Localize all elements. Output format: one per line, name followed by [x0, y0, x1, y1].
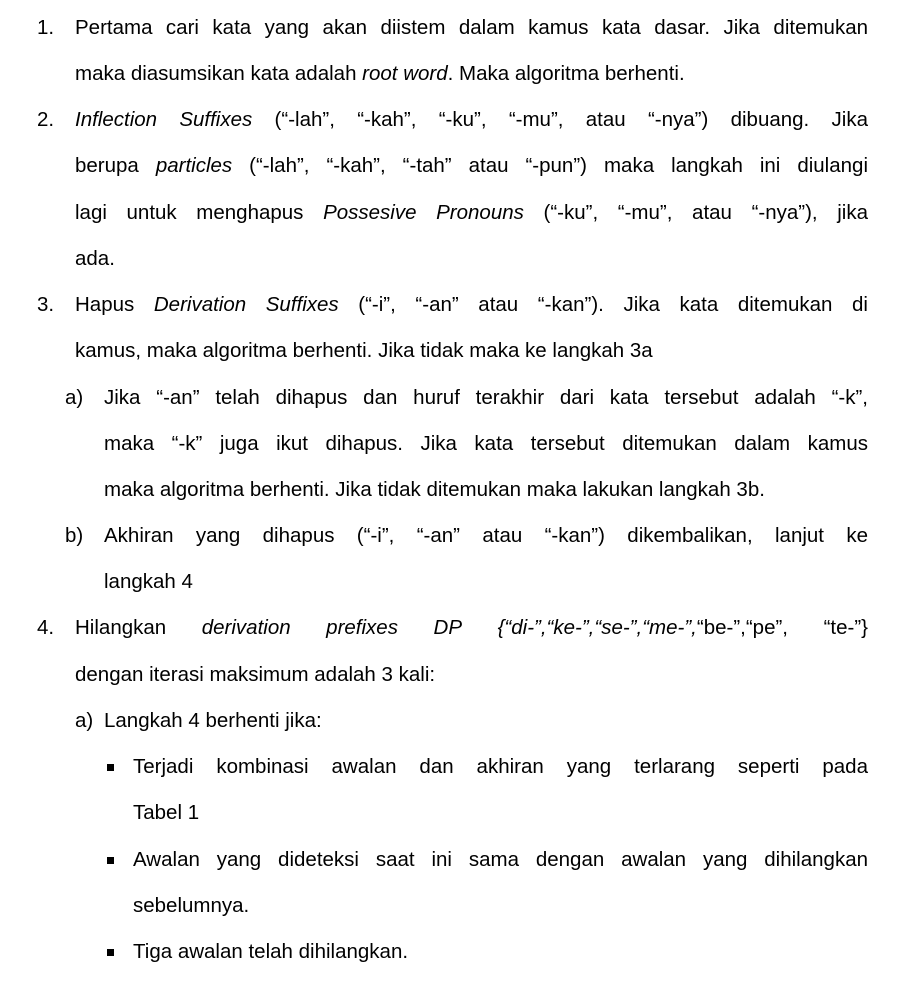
item-3-line-2: kamus, maka algoritma berhenti. Jika tidak maka ke langkah 3a	[75, 339, 653, 362]
item-2-line-3: lagi untuk menghapus Possesive Pronouns (“-ku”, “-mu”, atau “-nya”), jika	[75, 201, 868, 224]
item-2-line-4: ada.	[75, 247, 115, 270]
item-3a-line-3: maka algoritma berhenti. Jika tidak ditemukan maka lakukan langkah 3b.	[104, 478, 765, 501]
bullet-1-line-1: Terjadi kombinasi awalan dan akhiran yang terlarang seperti pada	[133, 755, 868, 778]
item-3a-label: a)	[65, 386, 84, 409]
item-4-number: 4.	[37, 616, 55, 639]
item-3a-line-1: Jika “-an” telah dihapus dan huruf terakhir dari kata tersebut adalah “-k”,	[104, 386, 868, 409]
bullet-3-line-1: Tiga awalan telah dihilangkan.	[133, 940, 409, 963]
bullet-2-line-1: Awalan yang dideteksi saat ini sama dengan awalan yang dihilangkan	[133, 848, 868, 871]
bullet-3-icon	[107, 949, 114, 956]
item-4-line-1: Hilangkan derivation prefixes DP {“di-”,“ke-”,“se-”,“me-”,“be-”,“pe”, “te-”}	[75, 616, 868, 639]
item-1-number: 1.	[37, 16, 55, 39]
item-3-line-1: Hapus Derivation Suffixes (“-i”, “-an” atau “-kan”). Jika kata ditemukan di	[75, 293, 868, 316]
item-4a-label: a)	[75, 709, 94, 732]
item-3b-line-1: Akhiran yang dihapus (“-i”, “-an” atau “-kan”) dikembalikan, lanjut ke	[104, 524, 868, 547]
item-2-line-2: berupa particles (“-lah”, “-kah”, “-tah” atau “-pun”) maka langkah ini diulangi	[75, 154, 868, 177]
item-4a-line-1: Langkah 4 berhenti jika:	[104, 709, 322, 732]
bullet-2-icon	[107, 857, 114, 864]
item-3b-line-2: langkah 4	[104, 570, 193, 593]
item-3-number: 3.	[37, 293, 55, 316]
item-1-line-1: Pertama cari kata yang akan diistem dalam kamus kata dasar. Jika ditemukan	[75, 16, 868, 39]
item-3a-line-2: maka “-k” juga ikut dihapus. Jika kata tersebut ditemukan dalam kamus	[104, 432, 868, 455]
item-2-line-1: Inflection Suffixes (“-lah”, “-kah”, “-ku”, “-mu”, atau “-nya”) dibuang. Jika	[75, 108, 868, 131]
bullet-1-icon	[107, 764, 114, 771]
bullet-2-line-2: sebelumnya.	[133, 894, 250, 917]
item-1-line-2: maka diasumsikan kata adalah root word. Maka algoritma berhenti.	[75, 62, 685, 85]
bullet-1-line-2: Tabel 1	[133, 801, 200, 824]
item-2-number: 2.	[37, 108, 55, 131]
item-4-line-2: dengan iterasi maksimum adalah 3 kali:	[75, 663, 436, 686]
item-3b-label: b)	[65, 524, 84, 547]
